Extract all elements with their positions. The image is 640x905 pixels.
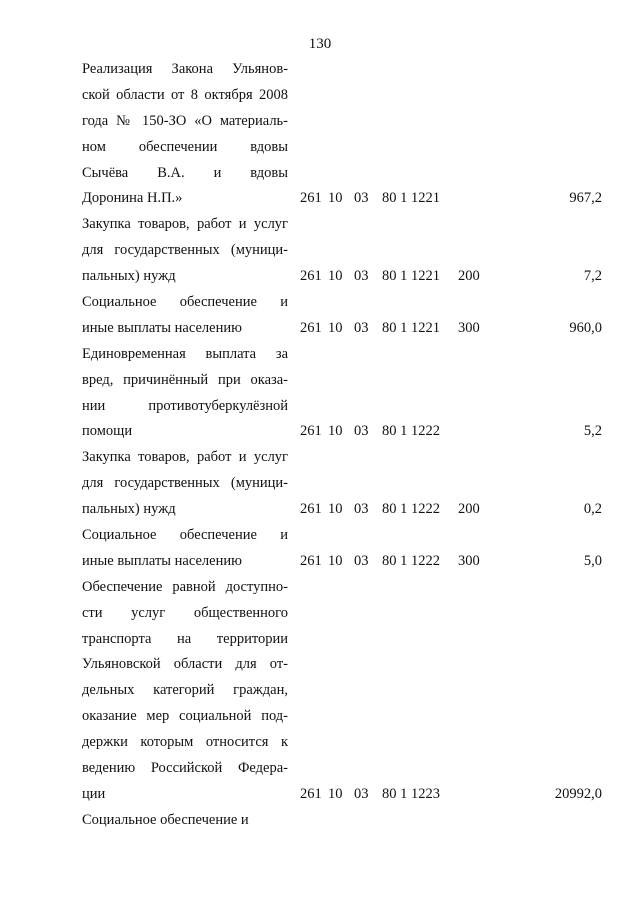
item-name	[82, 808, 288, 834]
subsection-code: 03	[354, 268, 369, 285]
section-code: 10	[328, 190, 343, 207]
item-name-line: Сычёва В.А. и вдовы	[82, 164, 288, 181]
table-row	[82, 445, 602, 523]
grbs-code: 261	[300, 268, 322, 285]
table-row	[82, 57, 602, 212]
expense-type-code: 200	[458, 501, 480, 518]
item-name-line: ции	[82, 785, 106, 802]
target-article-code: 80 1 1221	[382, 190, 440, 207]
amount: 7,2	[583, 268, 602, 285]
item-name-line: Социальное обеспечение и	[82, 294, 288, 311]
item-name	[82, 523, 288, 575]
subsection-code	[354, 808, 382, 834]
item-name-line: нии противотуберкулёзной	[82, 397, 288, 414]
section-code: 10	[328, 785, 343, 802]
item-name-line: вред, причинённый при оказа-	[82, 371, 288, 388]
grbs-code: 261	[300, 552, 322, 569]
grbs-code: 261	[300, 319, 322, 336]
item-name-line: Социальное обеспечение и	[82, 527, 288, 544]
expense-type-code	[458, 342, 498, 446]
amount: 967,2	[569, 190, 602, 207]
page-number: 130	[308, 36, 332, 52]
section-code: 10	[328, 268, 343, 285]
item-name-line: Реализация Закона Ульянов-	[82, 61, 288, 77]
section-code: 10	[328, 501, 343, 518]
amount	[498, 808, 602, 834]
budget-table	[82, 57, 602, 834]
item-name-line: для государственных (муници-	[82, 475, 288, 492]
item-name	[82, 575, 288, 808]
amount: 5,2	[583, 423, 602, 440]
subsection-code: 03	[354, 319, 369, 336]
target-article-code: 80 1 1223	[382, 785, 440, 802]
expense-type-code	[458, 808, 498, 834]
item-name-line: пальных) нужд	[82, 501, 176, 518]
subsection-code: 03	[354, 501, 369, 518]
item-name	[82, 57, 288, 212]
expense-type-code: 200	[458, 268, 480, 285]
amount: 20992,0	[554, 785, 602, 802]
expense-type-code	[458, 57, 498, 212]
item-name-line: Ульяновской области для от-	[82, 656, 288, 673]
expense-type-code: 300	[458, 552, 480, 569]
item-name-line: Закупка товаров, работ и услуг	[82, 216, 288, 233]
target-article-code	[382, 808, 458, 834]
subsection-code: 03	[354, 190, 369, 207]
item-name	[82, 445, 288, 523]
target-article-code: 80 1 1222	[382, 501, 440, 518]
table-row	[82, 523, 602, 575]
item-name-line: Доронина Н.П.»	[82, 190, 183, 207]
table-row	[82, 342, 602, 446]
expense-type-code	[458, 575, 498, 808]
item-name-line: Единовременная выплата за	[82, 345, 288, 362]
item-name-line: иные выплаты населению	[82, 552, 242, 569]
item-name-line: ном обеспечении вдовы	[82, 138, 288, 155]
target-article-code: 80 1 1222	[382, 423, 440, 440]
grbs-code: 261	[300, 423, 322, 440]
item-name	[82, 342, 288, 446]
item-name-line: Закупка товаров, работ и услуг	[82, 449, 288, 466]
item-name-line: года № 150-ЗО «О материаль-	[82, 112, 288, 129]
item-name-line: ской области от 8 октября 2008	[82, 86, 288, 103]
subsection-code: 03	[354, 423, 369, 440]
table-row	[82, 290, 602, 342]
item-name-line: помощи	[82, 423, 133, 440]
subsection-code: 03	[354, 552, 369, 569]
item-name-line: для государственных (муници-	[82, 242, 288, 259]
grbs-code: 261	[300, 190, 322, 207]
table-row	[82, 575, 602, 808]
section-code	[328, 808, 354, 834]
item-name-line: ведению Российской Федера-	[82, 760, 288, 777]
grbs-code: 261	[300, 785, 322, 802]
item-name	[82, 212, 288, 290]
table-body	[82, 57, 602, 834]
table-row	[82, 808, 602, 834]
table-row	[82, 212, 602, 290]
item-name-line: пальных) нужд	[82, 268, 176, 285]
subsection-code: 03	[354, 785, 369, 802]
item-name-line: оказание мер социальной под-	[82, 708, 288, 725]
section-code: 10	[328, 552, 343, 569]
grbs-code: 261	[300, 501, 322, 518]
target-article-code: 80 1 1221	[382, 319, 440, 336]
expense-type-code: 300	[458, 319, 480, 336]
section-code: 10	[328, 319, 343, 336]
target-article-code: 80 1 1221	[382, 268, 440, 285]
item-name-line: держки которым относится к	[82, 734, 288, 751]
amount: 960,0	[569, 319, 602, 336]
item-name-line: иные выплаты населению	[82, 319, 242, 336]
target-article-code: 80 1 1222	[382, 552, 440, 569]
grbs-code	[288, 808, 328, 834]
item-name-line: дельных категорий граждан,	[82, 682, 288, 699]
item-name-line: Социальное обеспечение и	[82, 811, 249, 828]
amount: 5,0	[583, 552, 602, 569]
section-code: 10	[328, 423, 343, 440]
item-name-line: Обеспечение равной доступно-	[82, 578, 288, 595]
amount: 0,2	[583, 501, 602, 518]
item-name-line: сти услуг общественного	[82, 604, 288, 621]
item-name-line: транспорта на территории	[82, 630, 288, 647]
item-name	[82, 290, 288, 342]
